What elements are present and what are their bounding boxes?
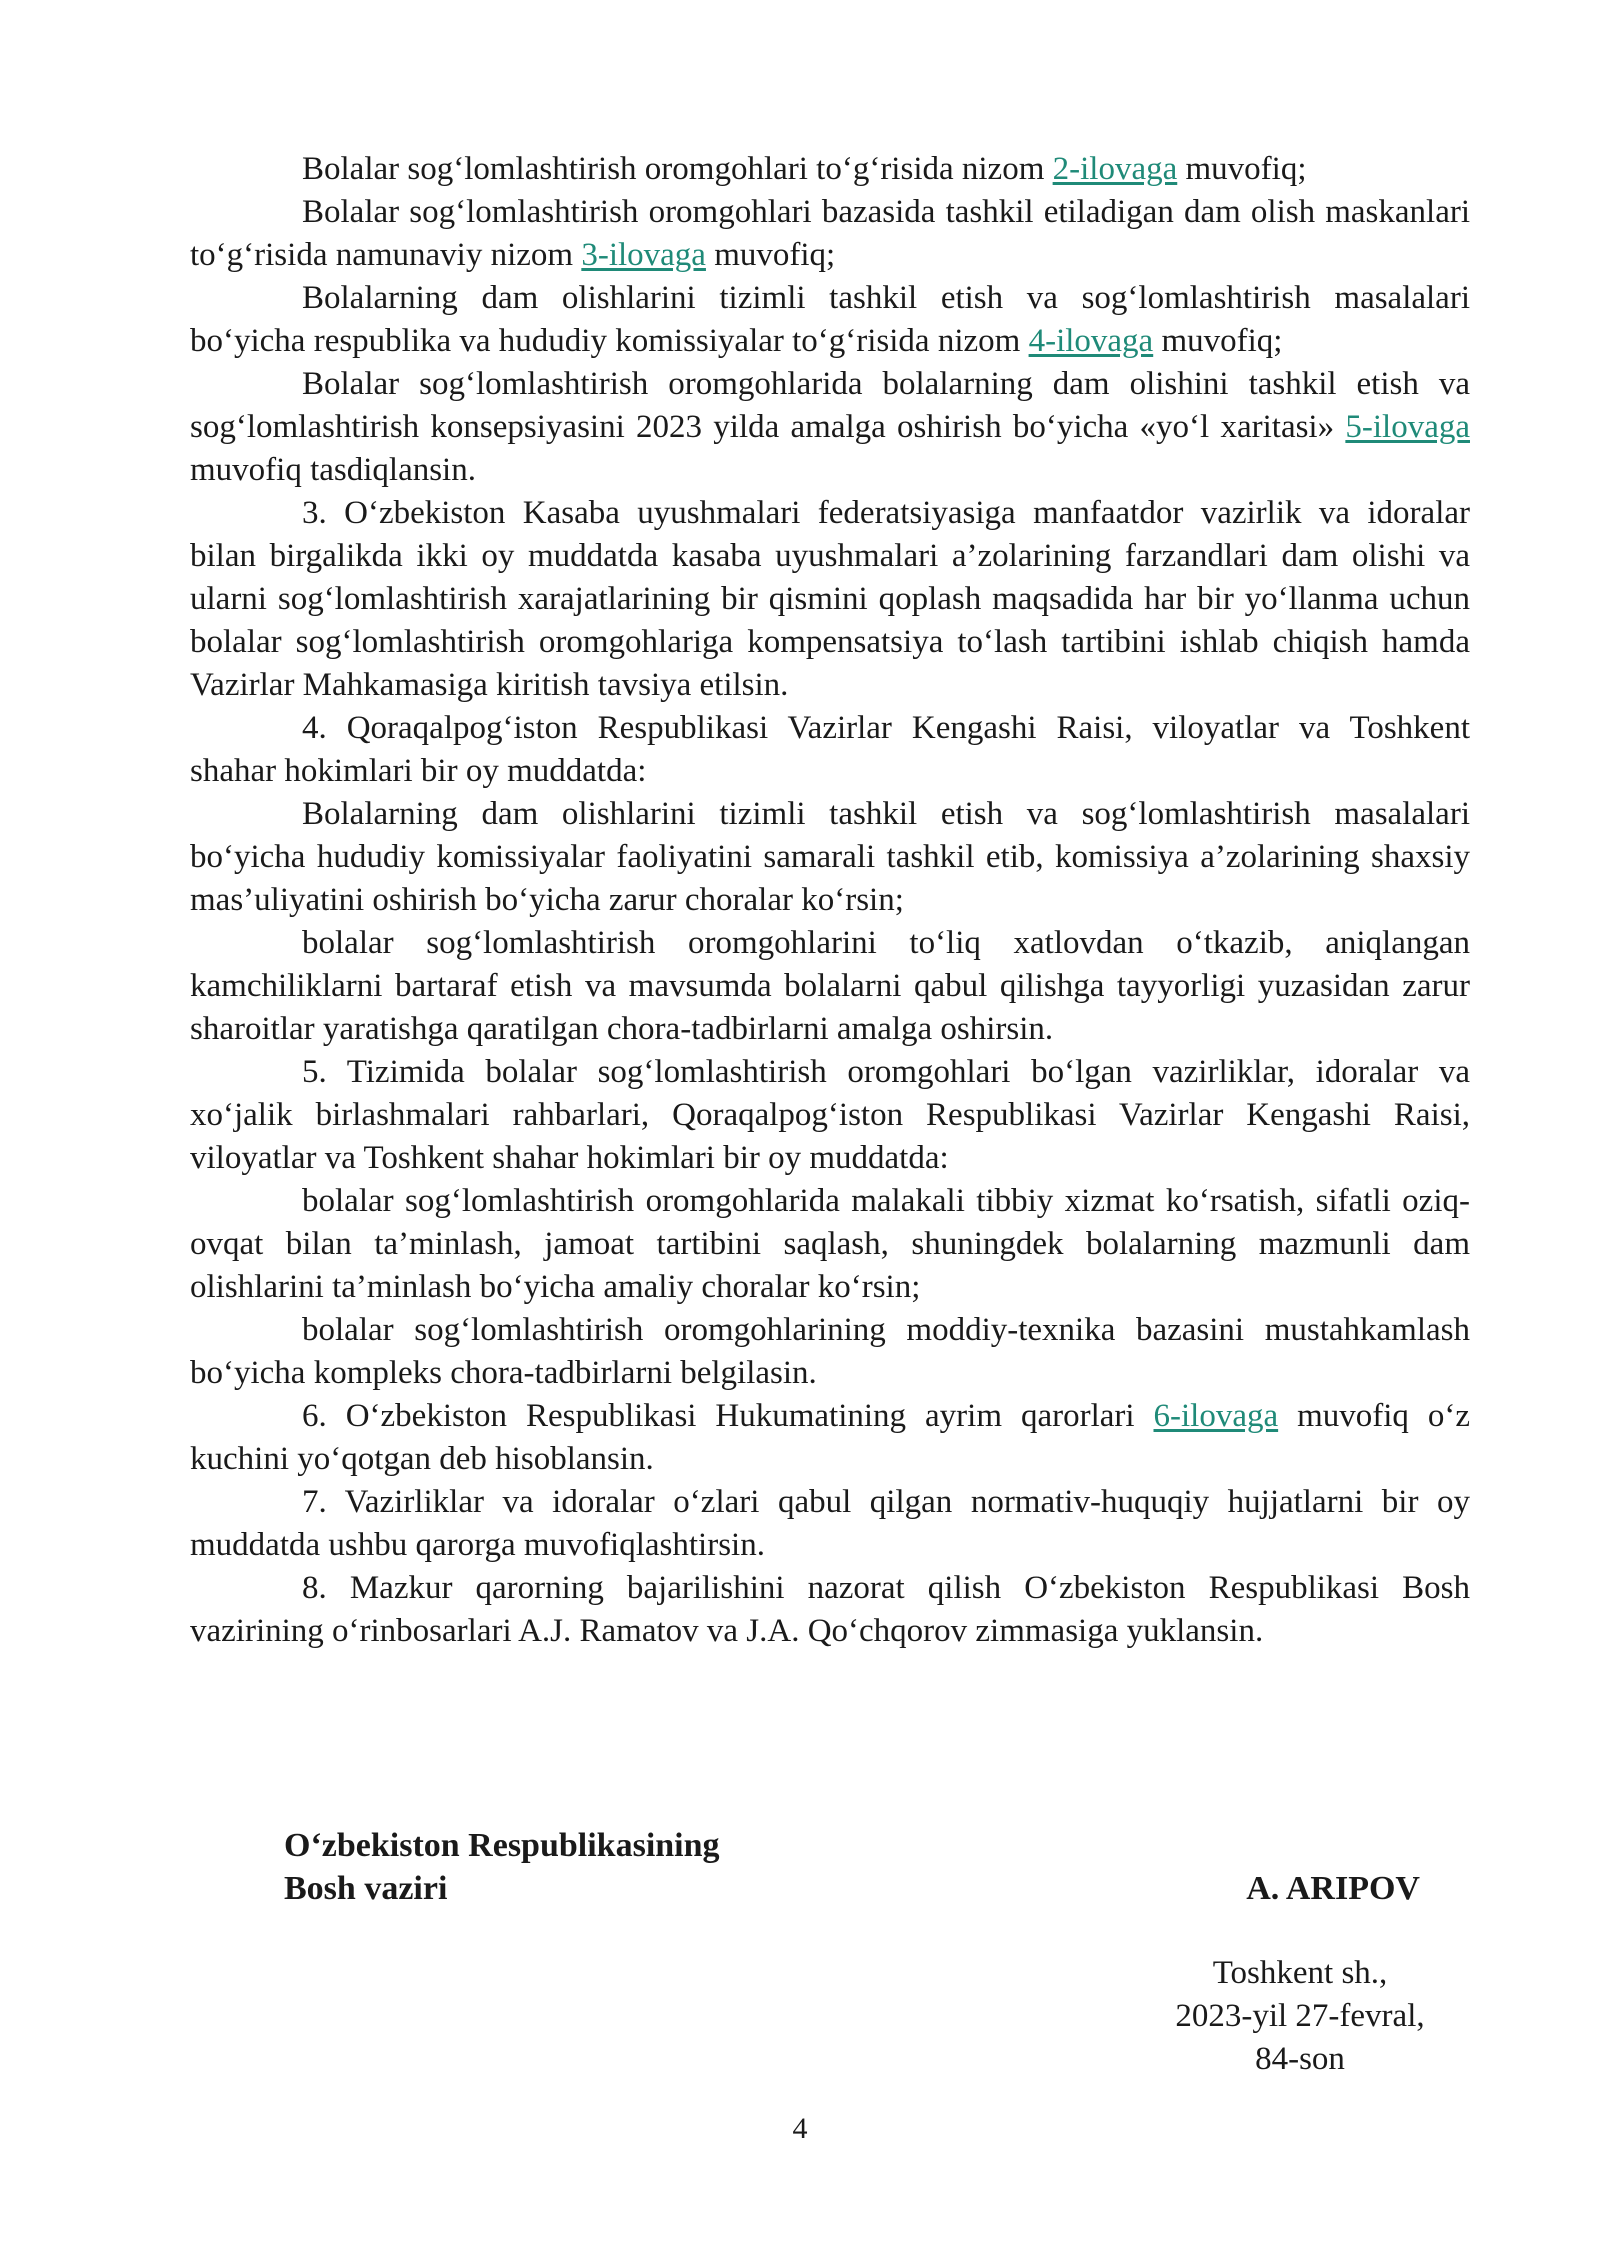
place-city: Toshkent sh., bbox=[1212, 1955, 1388, 1991]
paragraph-item-2 bbox=[190, 148, 1470, 191]
paragraph-text: Bolalar sog‘lomlashtirish oromgohlarida bolalarning dam olishini tashkil etish va sog‘lomlashtirish konsepsiyasini 2023 yilda amalga oshirish bo‘yicha «yo‘l xaritasi» bbox=[190, 366, 1470, 445]
paragraph-text: muvofiq; bbox=[1177, 151, 1307, 187]
paragraph-item-5 bbox=[190, 363, 1470, 492]
paragraph-section-5-a: bolalar sog‘lomlashtirish oromgohlarida malakali tibbiy xizmat ko‘rsatish, sifatli oziq-ovqat bilan ta’minlash, jamoat tartibini saqlash, shuningdek bolalarning mazmunli dam olishlarini ta’minlash bo‘yicha amaliy choralar ko‘rsin; bbox=[190, 1183, 1470, 1305]
paragraph-section-6 bbox=[190, 1395, 1470, 1481]
document-date: 2023-yil 27-fevral, bbox=[1175, 1998, 1425, 2034]
place-date-block bbox=[1110, 1952, 1490, 2081]
link-2-ilovaga[interactable]: 2-ilovaga bbox=[1052, 151, 1178, 187]
paragraph-section-8: 8. Mazkur qarorning bajarilishini nazorat qilish O‘zbekiston Respublikasi Bosh vazirining o‘rinbosarlari A.J. Ramatov va J.A. Qo‘chqorov zimmasiga yuklansin. bbox=[190, 1570, 1470, 1649]
paragraph-section-3: 3. O‘zbekiston Kasaba uyushmalari federatsiyasiga manfaatdor vazirlik va idoralar bilan birgalikda ikki oy muddatda kasaba uyushmalari a’zolarining farzandlari dam olishi va ularni sog‘lomlashtirish xarajatlarining bir qismini qoplash maqsadida har bir yo‘llanma uchun bolalar sog‘lomlashtirish oromgohlariga kompensatsiya to‘lash tartibini ishlab chiqish hamda Vazirlar Mahkamasiga kiritish tavsiya etilsin. bbox=[190, 495, 1470, 703]
paragraph-text: Bolalar sog‘lomlashtirish oromgohlari to‘g‘risida nizom bbox=[302, 151, 1053, 187]
document-body bbox=[190, 148, 1470, 1653]
paragraph-section-7: 7. Vazirliklar va idoralar o‘zlari qabul qilgan normativ-huquqiy hujjatlarni bir oy muddatda ushbu qarorga muvofiqlashtirsin. bbox=[190, 1484, 1470, 1563]
paragraph-section-4-a: Bolalarning dam olishlarini tizimli tashkil etish va sog‘lomlashtirish masalalari bo‘yicha hududiy komissiyalar faoliyatini samarali tashkil etib, komissiya a’zolarining shaxsiy mas’uliyatini oshirish bo‘yicha zarur choralar ko‘rsin; bbox=[190, 796, 1470, 918]
paragraph-item-4 bbox=[190, 277, 1470, 363]
paragraph-text: Bolalarning dam olishlarini tizimli tashkil etish va sog‘lomlashtirish masalalari bo‘yicha respublika va hududiy komissiyalar to‘g‘risida nizom bbox=[190, 280, 1470, 359]
paragraph-text: muvofiq; bbox=[1153, 323, 1283, 359]
paragraph-text: muvofiq tasdiqlansin. bbox=[190, 452, 476, 488]
signatory-name: A. ARIPOV bbox=[1246, 1870, 1420, 1907]
signature-row bbox=[284, 1867, 1420, 1910]
signatory-title-line1: O‘zbekiston Respublikasining bbox=[284, 1827, 720, 1864]
document-number: 84-son bbox=[1255, 2041, 1345, 2077]
paragraph-text: muvofiq o‘z kuchini yo‘qotgan deb hisoblansin. bbox=[190, 1398, 1470, 1477]
paragraph-text: muvofiq; bbox=[705, 237, 836, 273]
link-6-ilovaga[interactable]: 6-ilovaga bbox=[1153, 1398, 1279, 1434]
paragraph-text: Bolalar sog‘lomlashtirish oromgohlari bazasida tashkil etiladigan dam olish maskanlari to‘g‘risida namunaviy nizom bbox=[190, 194, 1470, 273]
page-number: 4 bbox=[792, 2112, 808, 2145]
signature-block bbox=[284, 1824, 1420, 1910]
link-5-ilovaga[interactable]: 5-ilovaga bbox=[1345, 409, 1470, 445]
signatory-title-line2: Bosh vaziri bbox=[284, 1870, 448, 1907]
paragraph-item-3 bbox=[190, 191, 1470, 277]
paragraph-section-5-b: bolalar sog‘lomlashtirish oromgohlarining moddiy-texnika bazasini mustahkamlash bo‘yicha kompleks chora-tadbirlarni belgilasin. bbox=[190, 1312, 1470, 1391]
paragraph-text: 6. O‘zbekiston Respublikasi Hukumatining ayrim qarorlari bbox=[302, 1398, 1154, 1434]
paragraph-section-4-b: bolalar sog‘lomlashtirish oromgohlarini to‘liq xatlovdan o‘tkazib, aniqlangan kamchiliklarni bartaraf etish va mavsumda bolalarni qabul qilishga tayyorligi yuzasidan zarur sharoitlar yaratishga qaratilgan chora-tadbirlarni amalga oshirsin. bbox=[190, 925, 1470, 1047]
link-4-ilovaga[interactable]: 4-ilovaga bbox=[1028, 323, 1154, 359]
paragraph-section-5: 5. Tizimida bolalar sog‘lomlashtirish oromgohlari bo‘lgan vazirliklar, idoralar va xo‘jalik birlashmalari rahbarlari, Qoraqalpog‘iston Respublikasi Vazirlar Kengashi Raisi, viloyatlar va Toshkent shahar hokimlari bir oy muddatda: bbox=[190, 1054, 1470, 1176]
link-3-ilovaga[interactable]: 3-ilovaga bbox=[581, 237, 706, 273]
paragraph-section-4: 4. Qoraqalpog‘iston Respublikasi Vazirlar Kengashi Raisi, viloyatlar va Toshkent shahar hokimlari bir oy muddatda: bbox=[190, 710, 1470, 789]
